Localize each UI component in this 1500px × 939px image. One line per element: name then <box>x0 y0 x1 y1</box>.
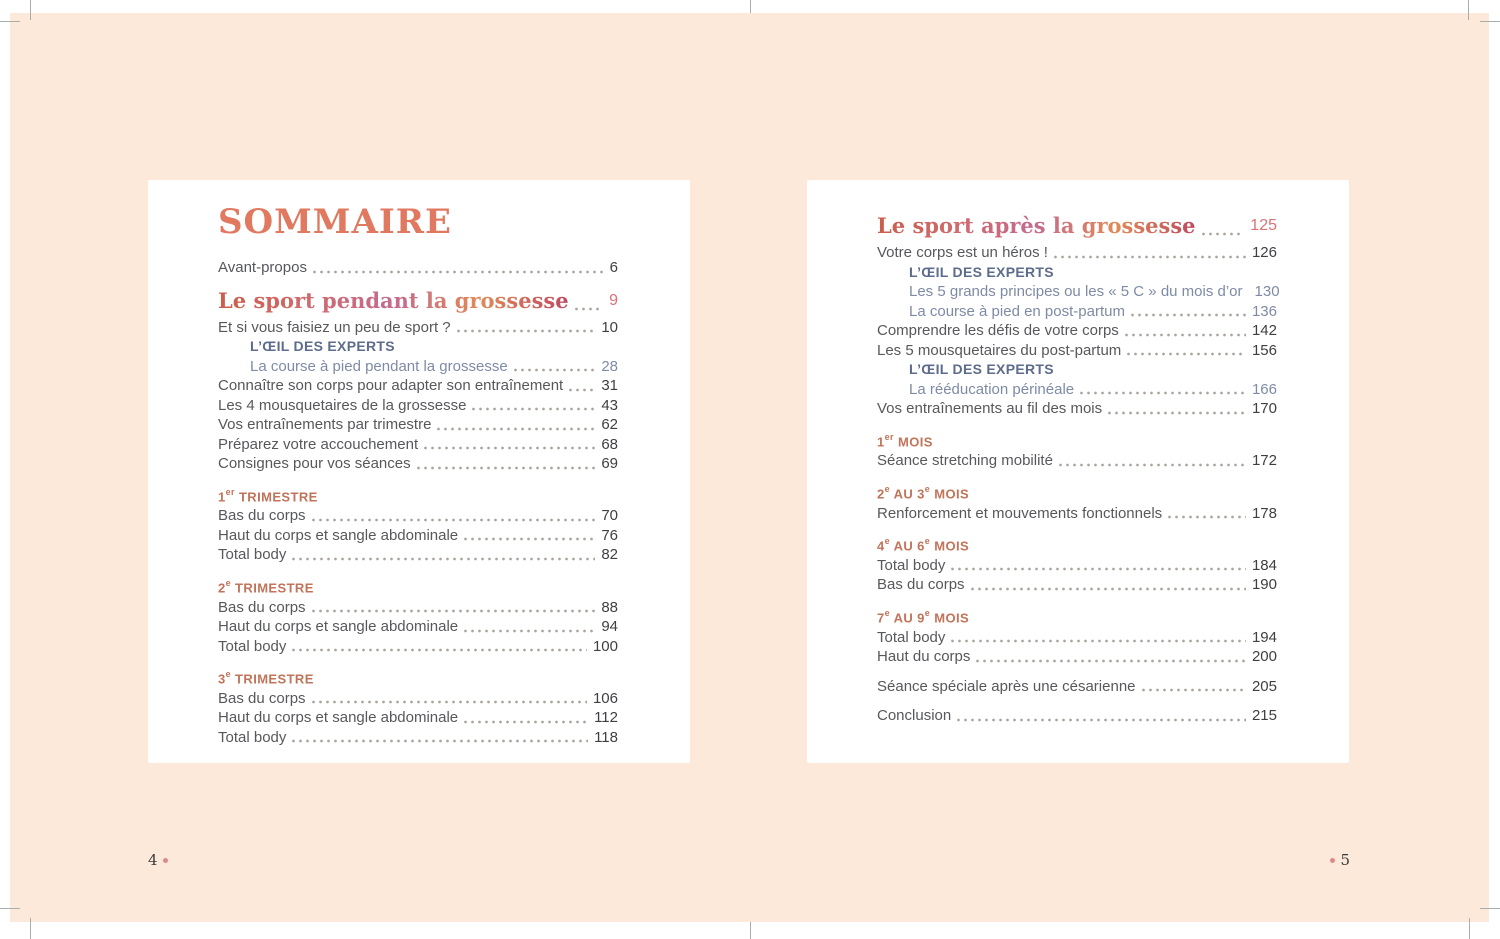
toc-entry-label: 3e TRIMESTRE <box>218 669 314 687</box>
left-book-page <box>148 180 690 763</box>
toc-subheading <box>877 481 1277 504</box>
toc-entry-label: 2e TRIMESTRE <box>218 577 314 596</box>
experts-label <box>250 337 618 357</box>
toc-entry-label: Les 5 mousquetaires du post-partum <box>877 341 1122 359</box>
toc-page-number: 106 <box>592 689 618 707</box>
ordinal-suffix: e <box>884 607 891 618</box>
toc-entry <box>218 396 618 416</box>
toc-subheading <box>877 429 1277 452</box>
toc-page-number: 9 <box>609 291 618 309</box>
crop-mark <box>1469 918 1470 939</box>
ordinal-suffix: er <box>225 486 235 497</box>
dot-leader <box>1054 255 1246 259</box>
toc-expert-entry <box>909 380 1277 400</box>
toc-entry <box>877 243 1277 263</box>
toc-entry-label: 1er TRIMESTRE <box>218 486 318 504</box>
toc-chapter-heading <box>218 287 618 315</box>
toc-entry <box>218 617 618 637</box>
toc-entry <box>877 706 1277 726</box>
crop-mark <box>0 908 20 909</box>
toc-subheading <box>218 666 618 689</box>
toc-entry-label: Total body <box>218 728 287 746</box>
toc-entry-label: Haut du corps <box>877 648 971 666</box>
dot-leader <box>1108 411 1246 415</box>
experts-label <box>909 360 1277 380</box>
toc-entry <box>877 628 1277 648</box>
toc-entry-label: Haut du corps et sangle abdominale <box>218 526 459 544</box>
dot-leader <box>1127 352 1246 356</box>
toc-entry <box>218 708 618 728</box>
toc-page-number: 170 <box>1251 400 1277 417</box>
toc-entry <box>877 399 1277 419</box>
toc-entry <box>218 728 618 748</box>
toc-page-number: 200 <box>1251 648 1277 666</box>
dot-leader <box>464 537 595 541</box>
toc-entry <box>877 451 1277 471</box>
dot-leader <box>417 466 596 470</box>
toc-entry-label: Le sport pendant la grossesse <box>218 287 569 313</box>
toc-page-number: 166 <box>1251 380 1277 398</box>
dot-leader <box>514 368 596 372</box>
dot-leader <box>957 718 1246 722</box>
ordinal-suffix: e <box>924 607 931 618</box>
toc-entry-label: Séance spéciale après une césarienne <box>877 677 1136 695</box>
dot-leader <box>1059 463 1246 467</box>
toc-page-number: 142 <box>1251 322 1277 339</box>
ordinal-suffix: e <box>225 577 232 588</box>
toc-page-number: 82 <box>601 546 618 564</box>
toc-expert-entry <box>250 357 618 377</box>
experts-label <box>909 263 1277 283</box>
toc-chapter-heading <box>877 212 1277 240</box>
ordinal-suffix: e <box>225 669 232 680</box>
toc-entry-label: Séance stretching mobilité <box>877 452 1053 470</box>
toc-page-number: 112 <box>594 709 618 727</box>
dot-leader <box>1142 688 1246 692</box>
page-title: SOMMAIRE <box>218 202 452 242</box>
toc-entry <box>218 637 618 657</box>
toc-entry <box>877 321 1277 341</box>
toc-page-number: 130 <box>1254 283 1280 300</box>
toc-entry-label: Bas du corps <box>218 598 306 616</box>
toc-entry-label: Avant-propos <box>218 259 307 276</box>
toc-entry-label: Total body <box>218 637 287 655</box>
toc-page-number: 156 <box>1251 341 1277 359</box>
toc-entry <box>218 526 618 546</box>
toc-entry-label: Total body <box>877 628 946 646</box>
dot-leader <box>292 648 587 652</box>
dot-leader <box>292 739 588 743</box>
dot-leader <box>951 639 1246 643</box>
toc-entry-label: La course à pied en post-partum <box>909 302 1125 320</box>
left-folio-number: 4 <box>148 851 158 869</box>
toc-page-number: 43 <box>601 396 618 414</box>
toc-expert-entry <box>909 282 1280 302</box>
toc-expert-entry <box>909 302 1277 322</box>
toc-page-number: 69 <box>601 455 618 472</box>
toc-entry-label: Préparez votre accouchement <box>218 435 419 453</box>
toc-entry-label: Renforcement et mouvements fonctionnels <box>877 504 1163 522</box>
toc-page-number: 10 <box>601 318 618 336</box>
right-book-page <box>807 180 1349 763</box>
toc-entry-label: Consignes pour vos séances <box>218 455 411 472</box>
toc-page-number: 190 <box>1251 576 1277 594</box>
crop-mark <box>30 0 31 20</box>
toc-entry-label: Vos entraînements au fil des mois <box>877 400 1103 417</box>
toc-entry-label: L’ŒIL DES EXPERTS <box>909 361 1054 377</box>
dot-leader <box>457 329 596 333</box>
toc-entry <box>218 376 618 396</box>
left-folio <box>148 851 168 869</box>
toc-entry <box>877 556 1277 576</box>
crop-mark <box>1480 21 1500 22</box>
toc-entry <box>877 575 1277 595</box>
toc-entry-label: Total body <box>877 556 946 574</box>
toc-entry <box>218 689 618 709</box>
toc-page-number: 62 <box>601 416 618 433</box>
toc-entry-label: Connaître son corps pour adapter son entraînement <box>218 377 564 394</box>
dot-leader <box>472 407 595 411</box>
dot-leader <box>1202 232 1245 236</box>
folio-dot-icon <box>163 858 168 863</box>
toc-page-number: 172 <box>1251 452 1277 470</box>
toc-entry <box>218 545 618 565</box>
toc-entry-label: Conclusion <box>877 707 952 725</box>
ordinal-suffix: e <box>884 536 891 547</box>
toc-list-left <box>218 258 618 747</box>
toc-entry-label: La course à pied pendant la grossesse <box>250 357 508 375</box>
dot-leader <box>312 518 596 522</box>
toc-page-number: 126 <box>1251 244 1277 261</box>
toc-entry <box>218 258 618 278</box>
toc-entry <box>877 504 1277 524</box>
crop-mark <box>1480 908 1500 909</box>
toc-entry-label: L’ŒIL DES EXPERTS <box>250 338 395 354</box>
ordinal-suffix: er <box>884 431 894 442</box>
crop-mark <box>1468 0 1469 20</box>
toc-page-number: 136 <box>1251 302 1277 320</box>
crop-mark <box>750 922 751 939</box>
dot-leader <box>312 609 596 613</box>
ordinal-suffix: e <box>924 483 931 494</box>
crop-mark <box>30 918 31 939</box>
dot-leader <box>1168 515 1246 519</box>
toc-page-number: 215 <box>1251 707 1277 725</box>
dot-leader <box>312 700 587 704</box>
toc-subheading <box>877 533 1277 556</box>
toc-entry-label: Le sport après la grossesse <box>877 213 1196 238</box>
toc-page-number: 76 <box>601 526 618 544</box>
toc-entry <box>218 598 618 618</box>
toc-page-number: 194 <box>1251 628 1277 646</box>
toc-entry-label: Les 5 grands principes ou les « 5 C » du mois d’or <box>909 283 1243 300</box>
dot-leader <box>424 446 595 450</box>
toc-entry-label: Bas du corps <box>218 507 306 525</box>
toc-page-number: 6 <box>609 259 618 276</box>
toc-subheading <box>218 575 618 598</box>
right-folio <box>1330 851 1350 869</box>
toc-page-number: 68 <box>601 435 618 453</box>
toc-page-number: 94 <box>601 618 618 636</box>
toc-entry-label: Haut du corps et sangle abdominale <box>218 709 459 727</box>
toc-entry <box>218 415 618 435</box>
dot-leader <box>437 427 595 431</box>
toc-entry-label: Et si vous faisiez un peu de sport ? <box>218 318 451 336</box>
dot-leader <box>951 567 1246 571</box>
toc-entry <box>218 318 618 338</box>
toc-entry-label: Les 4 mousquetaires de la grossesse <box>218 396 467 414</box>
dot-leader <box>569 388 595 392</box>
toc-page-number: 100 <box>592 637 618 655</box>
toc-page-number: 31 <box>601 377 618 394</box>
toc-entry-label: Vos entraînements par trimestre <box>218 416 432 433</box>
dot-leader <box>1131 313 1246 317</box>
toc-entry-label: Comprendre les défis de votre corps <box>877 322 1119 339</box>
toc-page-number: 178 <box>1251 504 1277 522</box>
toc-entry-label: Bas du corps <box>218 689 306 707</box>
toc-entry-label: Haut du corps et sangle abdominale <box>218 618 459 636</box>
toc-entry-label: L’ŒIL DES EXPERTS <box>909 263 1054 280</box>
toc-entry <box>877 341 1277 361</box>
dot-leader <box>971 587 1246 591</box>
folio-dot-icon <box>1330 858 1335 863</box>
toc-page-number: 125 <box>1250 217 1277 234</box>
toc-entry <box>218 435 618 455</box>
toc-entry <box>877 647 1277 667</box>
dot-leader <box>575 307 604 311</box>
toc-subheading <box>877 605 1277 628</box>
toc-entry-label: 1er MOIS <box>877 431 933 449</box>
toc-entry-label: 4e AU 6e MOIS <box>877 536 970 554</box>
toc-subheading <box>218 484 618 507</box>
crop-mark <box>0 21 20 22</box>
dot-leader <box>976 659 1246 663</box>
toc-list-right <box>877 212 1280 726</box>
toc-entry-label: Votre corps est un héros ! <box>877 244 1048 261</box>
dot-leader <box>1080 391 1246 395</box>
toc-entry-label: Bas du corps <box>877 576 965 594</box>
toc-page-number: 184 <box>1251 556 1277 574</box>
toc-entry <box>218 454 618 474</box>
dot-leader <box>464 629 595 633</box>
dot-leader <box>464 720 588 724</box>
toc-page-number: 88 <box>601 598 618 616</box>
dot-leader <box>1125 333 1246 337</box>
toc-entry-label: 7e AU 9e MOIS <box>877 607 970 626</box>
right-folio-number: 5 <box>1340 851 1350 869</box>
toc-entry-label: 2e AU 3e MOIS <box>877 483 970 502</box>
toc-entry-label: Total body <box>218 546 287 564</box>
toc-page-number: 70 <box>601 507 618 525</box>
toc-entry <box>218 506 618 526</box>
toc-page-number: 118 <box>594 728 618 746</box>
ordinal-suffix: e <box>884 483 891 494</box>
dot-leader <box>292 557 595 561</box>
crop-mark <box>750 0 751 13</box>
toc-page-number: 28 <box>601 357 618 375</box>
toc-entry-label: La rééducation périnéale <box>909 380 1075 398</box>
toc-page-number: 205 <box>1251 677 1277 695</box>
ordinal-suffix: e <box>924 536 931 547</box>
toc-entry <box>877 677 1277 697</box>
dot-leader <box>313 270 604 274</box>
